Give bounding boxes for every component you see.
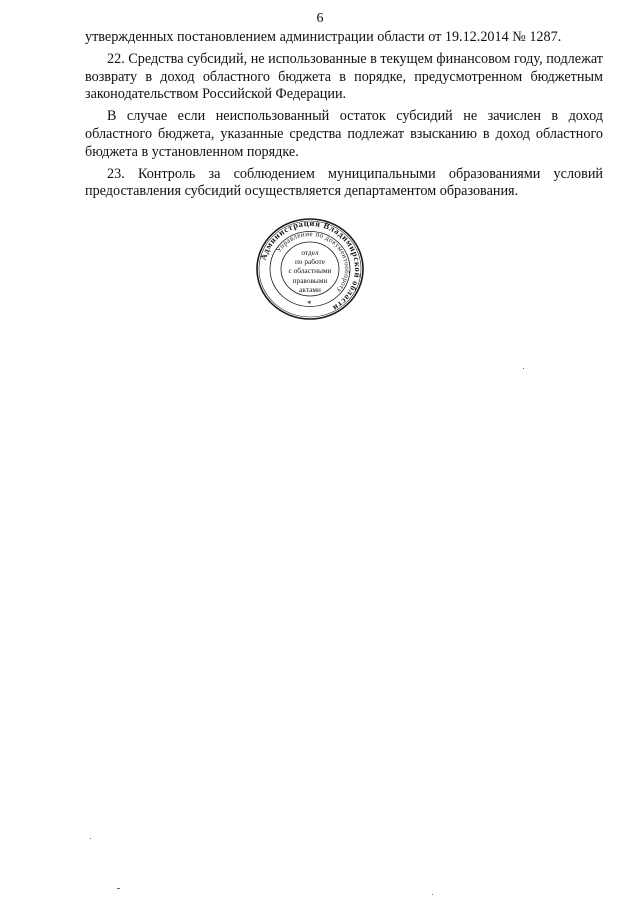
paragraph-22: 22. Средства субсидий, не использованные в текущем финансовом году, подлежат возврату в доход областного бюджета в порядке, предусмотренном бюджетным законодательством Российской Федерации. <box>85 50 603 103</box>
official-stamp <box>256 218 364 320</box>
scan-speck <box>432 894 433 895</box>
scan-speck <box>90 838 91 839</box>
svg-text:Управление по документообороту: Управление по документообороту <box>274 229 352 295</box>
paragraph-23: 23. Контроль за соблюдением муниципальными образованиями условий предоставления субсидий осуществляется департаментом образования. <box>85 165 603 200</box>
stamp-line: актами <box>299 284 321 294</box>
stamp-line: правовыми <box>292 275 328 285</box>
document-body <box>85 29 603 205</box>
page-number: 6 <box>316 11 324 26</box>
star-icon: * <box>307 299 312 309</box>
stamp-line: с областными <box>288 266 332 276</box>
paragraph-continuation: утвержденных постановлением администрации области от 19.12.2014 № 1287. <box>85 29 562 45</box>
svg-text:Администрация Владимирской обл: Администрация Владимирской области <box>258 218 364 314</box>
scan-speck <box>117 888 120 889</box>
paragraph-22-refund: В случае если неиспользованный остаток субсидий не зачислен в доход областного бюджета, указанные средства подлежат взысканию в доход областного бюджета в установленном порядке. <box>85 108 603 160</box>
stamp-center-text <box>284 248 336 294</box>
scan-speck <box>523 368 524 369</box>
stamp-line: по работе <box>295 257 325 267</box>
stamp-line: отдел <box>301 248 319 257</box>
